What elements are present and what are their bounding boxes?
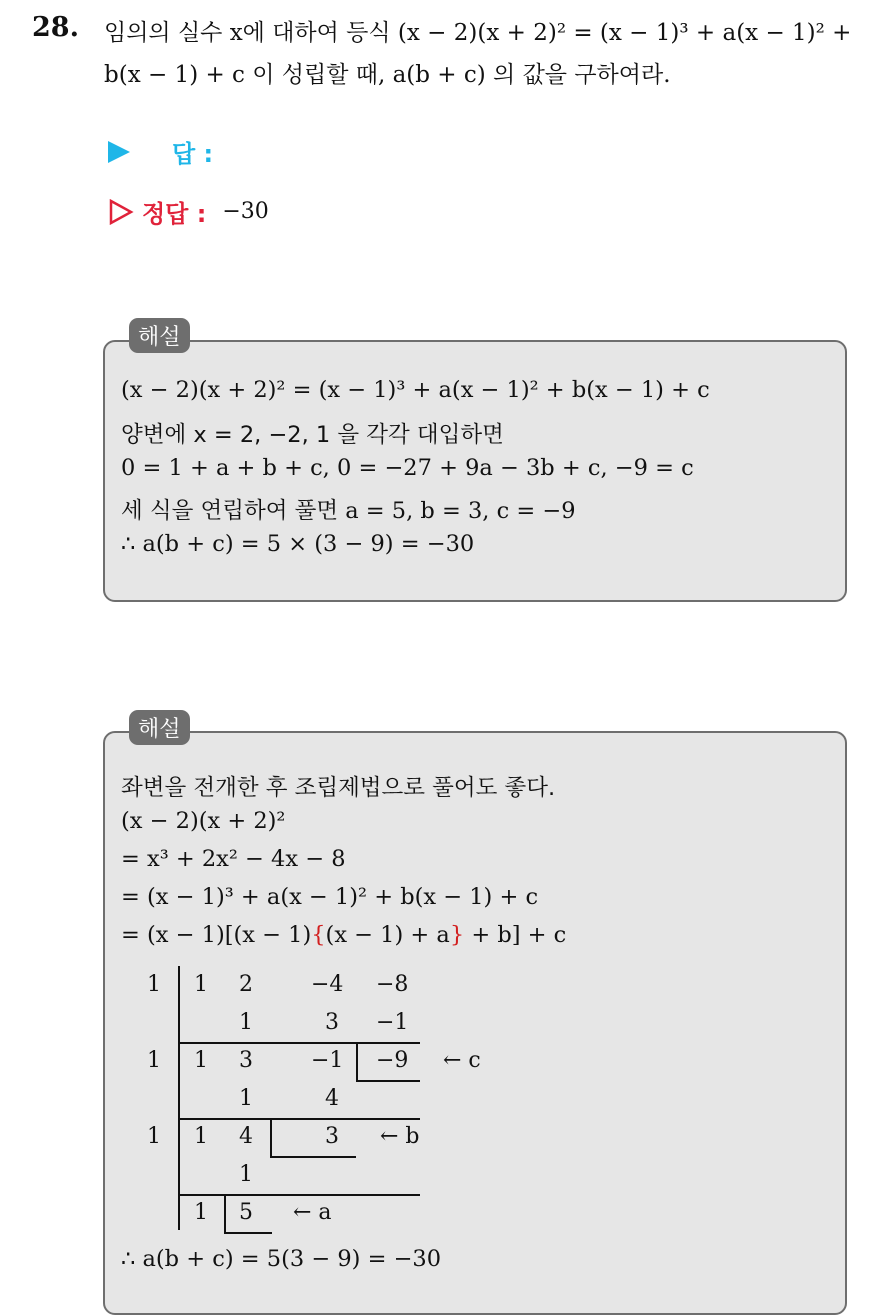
arrow-label-b: ← b [380, 1124, 420, 1149]
divisor: 1 [147, 1124, 161, 1149]
coef: 1 [194, 972, 208, 997]
divisor: 1 [147, 1048, 161, 1073]
nested-part: + b] + c [464, 922, 567, 948]
coef: 1 [194, 1048, 208, 1073]
solution2-conclusion: ∴ a(b + c) = 5(3 − 9) = −30 [121, 1246, 442, 1272]
answer-row [108, 134, 213, 169]
correct-answer-row [108, 194, 269, 229]
division-bar [178, 966, 180, 1230]
coef: −8 [376, 972, 409, 997]
remainder-box [356, 1080, 420, 1082]
coef: 3 [325, 1010, 339, 1035]
nested-part: (x − 1) + a [325, 922, 450, 948]
solution2-line-nested [121, 922, 566, 948]
red-brace-open: { [311, 922, 326, 948]
coef: 3 [325, 1124, 339, 1149]
arrow-label-c: ← c [443, 1048, 481, 1073]
solution1-line: 양변에 x = 2, −2, 1 을 각각 대입하면 [121, 422, 504, 448]
divisor: 1 [147, 972, 161, 997]
remainder-box [270, 1118, 272, 1156]
red-brace-close: } [449, 922, 465, 948]
solution1-line: 세 식을 연립하여 풀면 a = 5, b = 3, c = −9 [121, 498, 576, 524]
solution2-line: = (x − 1)³ + a(x − 1)² + b(x − 1) + c [121, 884, 539, 910]
remainder-box [356, 1042, 358, 1080]
remainder-box [224, 1194, 226, 1232]
solution-tag-2: 해설 [129, 710, 190, 745]
coef: 4 [325, 1086, 339, 1111]
nested-part: = (x − 1)[(x − 1) [121, 922, 312, 948]
coef: 4 [239, 1124, 253, 1149]
coef: 1 [194, 1124, 208, 1149]
play-triangle-icon [108, 141, 130, 163]
correct-answer-value: −30 [222, 199, 269, 224]
coef: 1 [239, 1010, 253, 1035]
solution-tag-1: 해설 [129, 318, 190, 353]
coef: 2 [239, 972, 253, 997]
coef: 1 [239, 1162, 253, 1187]
coef: 1 [239, 1086, 253, 1111]
coef: −1 [311, 1048, 344, 1073]
solution1-line: ∴ a(b + c) = 5 × (3 − 9) = −30 [121, 531, 475, 557]
question-text-line1: 임의의 실수 x에 대하여 등식 (x − 2)(x + 2)² = (x − 1)³ + a(x − 1)² + [104, 20, 852, 46]
arrow-label-a: ← a [293, 1200, 332, 1225]
solution1-line: (x − 2)(x + 2)² = (x − 1)³ + a(x − 1)² + b(x − 1) + c [121, 377, 710, 403]
solution2-line: 좌변을 전개한 후 조립제법으로 풀어도 좋다. [121, 775, 556, 801]
solution2-line: (x − 2)(x + 2)² [121, 808, 286, 834]
answer-label: 답 : [172, 140, 214, 168]
solution1-line: 0 = 1 + a + b + c, 0 = −27 + 9a − 3b + c, −9 = c [121, 455, 694, 481]
coef: −4 [311, 972, 344, 997]
division-line [178, 1118, 420, 1120]
division-line [178, 1194, 420, 1196]
division-line [178, 1042, 420, 1044]
correct-answer-label: 정답 : [142, 200, 207, 228]
question-number: 28. [32, 12, 79, 43]
coef: 5 [239, 1200, 253, 1225]
remainder-box [270, 1156, 356, 1158]
coef: 1 [194, 1200, 208, 1225]
solution2-line: = x³ + 2x² − 4x − 8 [121, 846, 346, 872]
question-text-line2: b(x − 1) + c 이 성립할 때, a(b + c) 의 값을 구하여라. [104, 62, 671, 88]
coef: −9 [376, 1048, 409, 1073]
coef: −1 [376, 1010, 409, 1035]
coef: 3 [239, 1048, 253, 1073]
remainder-box [224, 1232, 272, 1234]
outline-triangle-icon [108, 199, 134, 225]
